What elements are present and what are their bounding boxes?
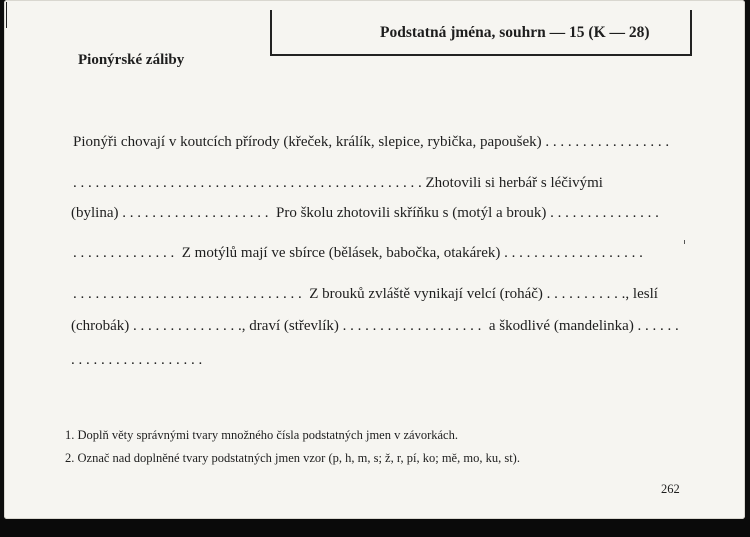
exercise-line-5: . . . . . . . . . . . . . . . . . . . . . . . . . . . . . . . Z brouků zvláště vynikají velcí (roháč) . . . . . . . . . . ., leslí — [73, 286, 658, 302]
worksheet-page — [4, 0, 745, 519]
instruction-1: 1. Doplň věty správnými tvary množného čísla podstatných jmen v závorkách. — [65, 428, 458, 442]
page-number: 262 — [661, 482, 680, 496]
exercise-line-1: Pionýři chovají v koutcích přírody (křeček, králík, slepice, rybička, papoušek) . . . . . . . . . . . . . . . . . — [73, 134, 670, 150]
exercise-title: Pionýrské záliby — [78, 52, 185, 68]
exercise-line-2: . . . . . . . . . . . . . . . . . . . . . . . . . . . . . . . . . . . . . . . . . . . . . . . Zhotovili si herbář s léčivými — [73, 175, 603, 191]
exercise-line-3: (bylina) . . . . . . . . . . . . . . . . . . . . Pro školu zhotovili skříňku s (motýl a brouk) . . . . . . . . . . . . . . . — [71, 205, 659, 221]
exercise-line-7: . . . . . . . . . . . . . . . . . . — [71, 352, 203, 368]
instruction-2: 2. Označ nad doplněné tvary podstatných jmen vzor (p, h, m, s; ž, r, pí, ko; mě, mo, ku, st). — [65, 451, 520, 465]
header-title: Podstatná jména, souhrn — 15 (K — 28) — [380, 24, 650, 41]
corner-crop-mark — [6, 2, 23, 28]
stray-mark — [684, 240, 685, 244]
exercise-line-6: (chrobák) . . . . . . . . . . . . . . ., draví (střevlík) . . . . . . . . . . . . . . . . . . . a škodlivé (mandelinka) . . . . . . — [71, 318, 679, 334]
exercise-line-4: . . . . . . . . . . . . . . Z motýlů mají ve sbírce (bělásek, babočka, otakárek) . . . . . . . . . . . . . . . . . . . — [73, 245, 643, 261]
scan-border — [0, 519, 750, 537]
